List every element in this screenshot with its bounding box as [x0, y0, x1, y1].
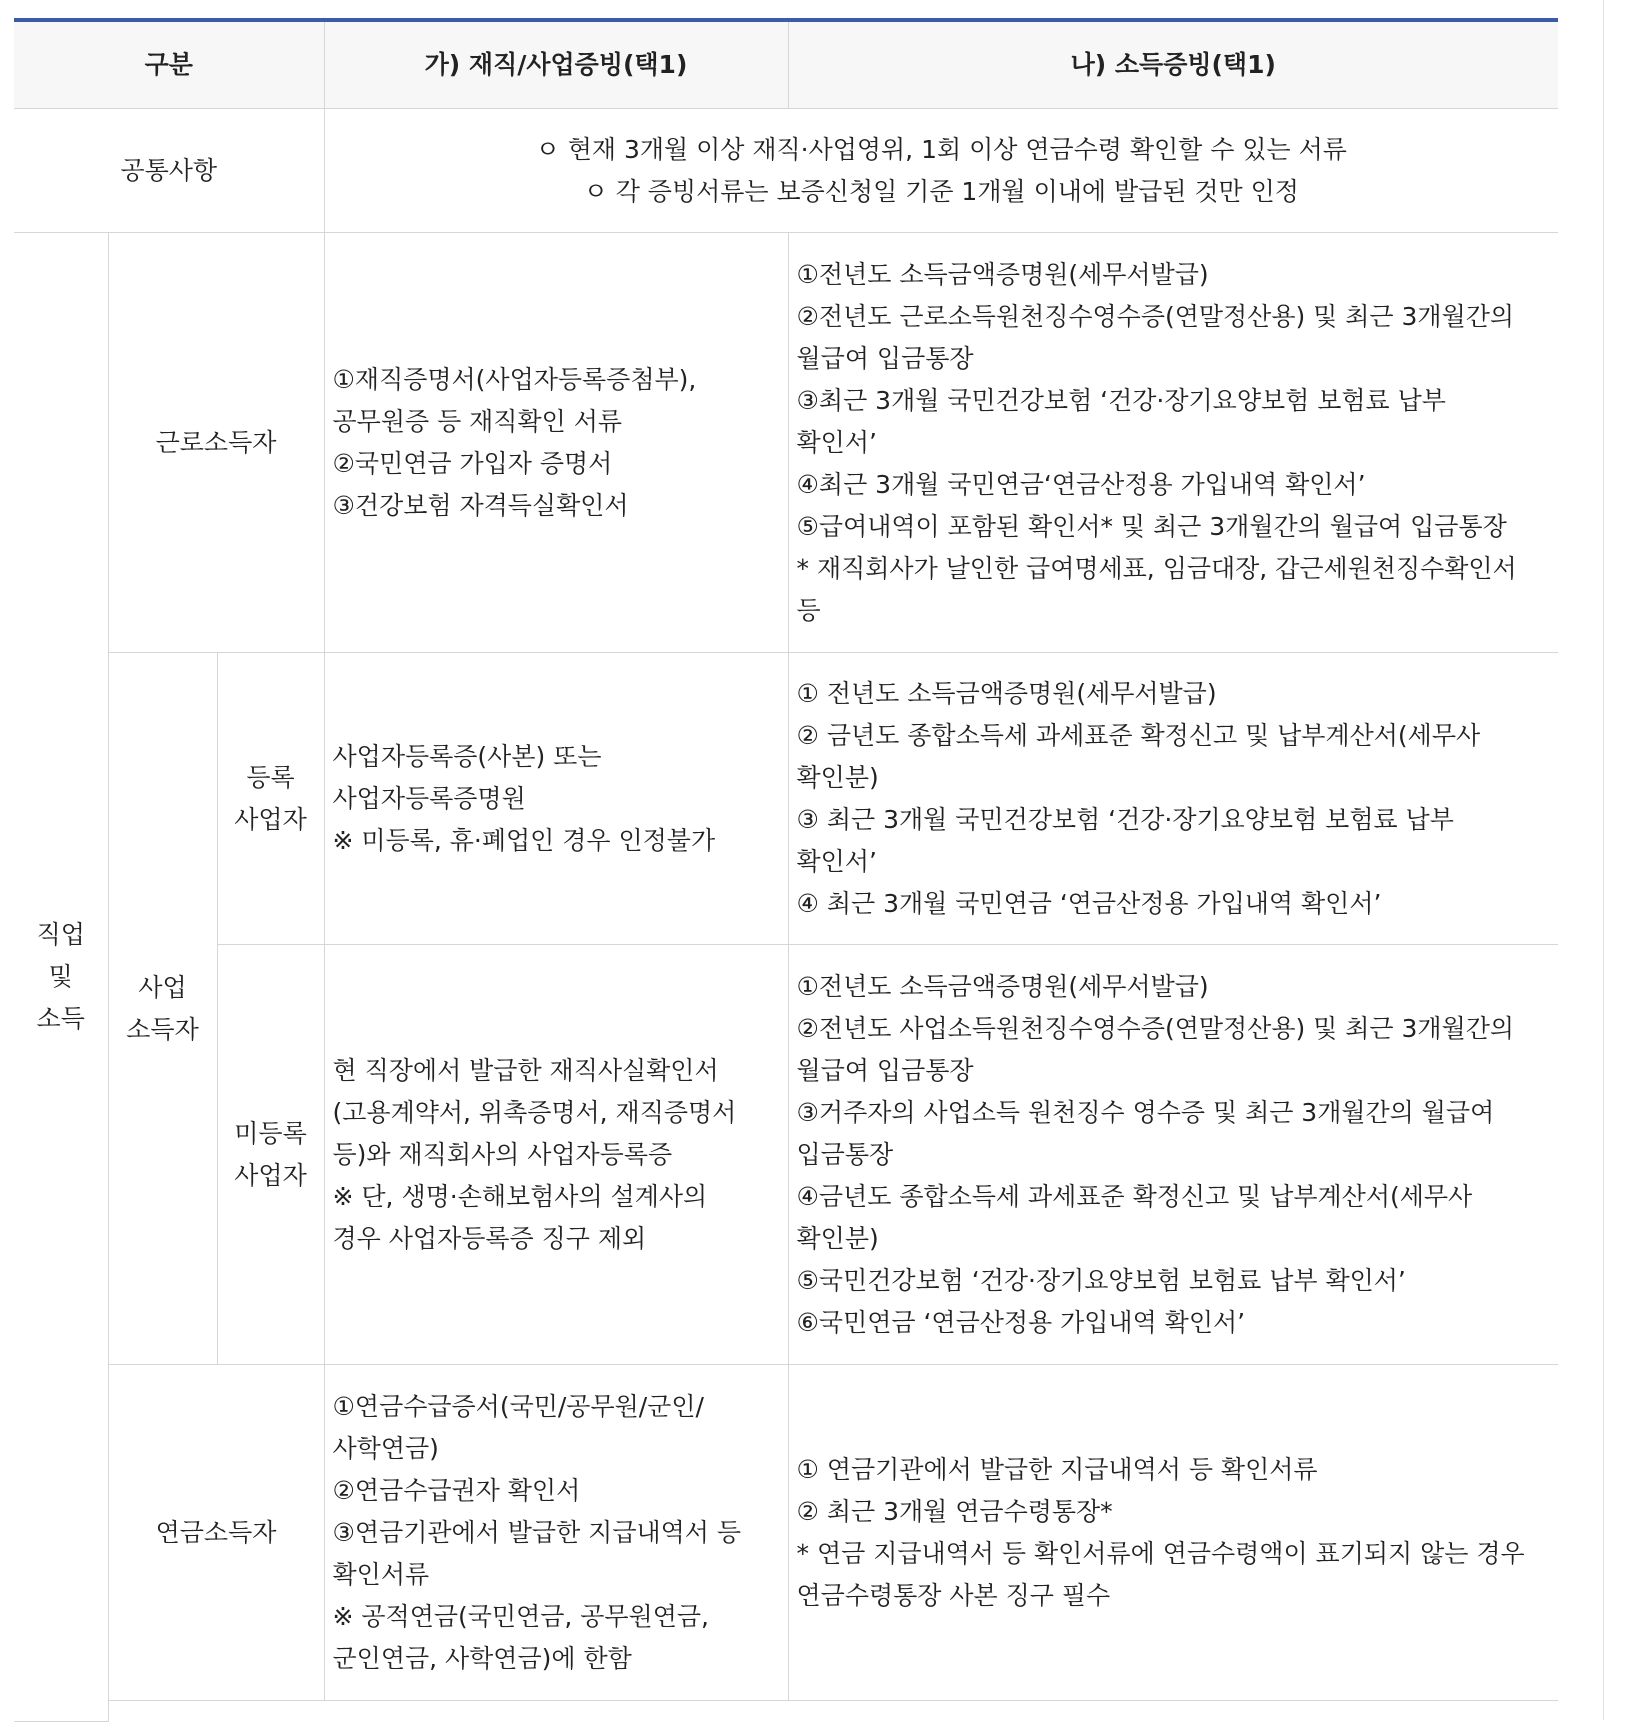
- doc-line: ② 금년도 종합소득세 과세표준 확정신고 및 납부계산서(세무사: [796, 720, 1481, 750]
- scrollbar-track[interactable]: [1603, 0, 1624, 1720]
- doc-line: 연금수령통장 사본 징구 필수: [796, 1580, 1111, 1610]
- registered-business-row: [14, 653, 1558, 945]
- header-income-proof: 나) 소득증빙(택1): [788, 20, 1558, 109]
- unregistered-income-docs: [788, 945, 1558, 1365]
- doc-line: 경우 사업자등록증 징구 제외: [332, 1223, 647, 1253]
- doc-line: ⑤국민건강보험 ‘건강·장기요양보험 보험료 납부 확인서’: [796, 1265, 1406, 1295]
- doc-line: * 연금 지급내역서 등 확인서류에 연금수령액이 표기되지 않는 경우: [796, 1538, 1525, 1568]
- doc-line: 현 직장에서 발급한 재직사실확인서: [332, 1055, 719, 1085]
- doc-line: 확인서류: [332, 1559, 430, 1589]
- doc-line: 사학연금): [332, 1433, 439, 1463]
- business-income-label: [108, 653, 217, 1365]
- doc-line: * 재직회사가 날인한 급여명세표, 임금대장, 갑근세원천징수확인서: [796, 553, 1517, 583]
- unregistered-business-label: [217, 945, 324, 1365]
- pension-income-label: 연금소득자: [108, 1365, 324, 1701]
- doc-line: 등: [796, 595, 821, 625]
- doc-line: ③최근 3개월 국민건강보험 ‘건강·장기요양보험 보험료 납부: [796, 385, 1446, 415]
- next-row-partial: [14, 1701, 1558, 1722]
- doc-line: 확인분): [796, 1223, 879, 1253]
- header-row: [14, 20, 1558, 109]
- common-label: 공통사항: [14, 109, 324, 233]
- doc-line: 확인분): [796, 762, 879, 792]
- doc-line: 월급여 입금통장: [796, 343, 974, 373]
- common-line: ㅇ 각 증빙서류는 보증신청일 기준 1개월 이내에 발급된 것만 인정: [583, 176, 1299, 206]
- unregistered-label-line: 미등록: [234, 1118, 307, 1148]
- doc-line: 확인서’: [796, 846, 877, 876]
- doc-line: ②전년도 근로소득원천징수영수증(연말정산용) 및 최근 3개월간의: [796, 301, 1515, 331]
- doc-line: ※ 단, 생명·손해보험사의 설계사의: [332, 1181, 708, 1211]
- doc-line: ①전년도 소득금액증명원(세무서발급): [796, 971, 1209, 1001]
- doc-line: 공무원증 등 재직확인 서류: [332, 406, 623, 436]
- business-label-line: 사업: [138, 972, 187, 1002]
- earned-income-row: [14, 233, 1558, 653]
- doc-line: ④최근 3개월 국민연금‘연금산정용 가입내역 확인서’: [796, 469, 1366, 499]
- doc-line: ① 전년도 소득금액증명원(세무서발급): [796, 678, 1217, 708]
- registered-label-line: 등록: [246, 762, 295, 792]
- common-row: [14, 109, 1558, 233]
- doc-line: ②연금수급권자 확인서: [332, 1475, 581, 1505]
- registered-business-label: [217, 653, 324, 945]
- doc-line: ②국민연금 가입자 증명서: [332, 448, 613, 478]
- doc-line: ①연금수급증서(국민/공무원/군인/: [332, 1391, 704, 1421]
- earned-income-docs: [788, 233, 1558, 653]
- doc-line: 확인서’: [796, 427, 877, 457]
- doc-line: (고용계약서, 위촉증명서, 재직증명서: [332, 1097, 737, 1127]
- doc-line: ② 최근 3개월 연금수령통장*: [796, 1496, 1113, 1526]
- doc-line: ①전년도 소득금액증명원(세무서발급): [796, 259, 1209, 289]
- doc-line: ②전년도 사업소득원천징수영수증(연말정산용) 및 최근 3개월간의: [796, 1013, 1515, 1043]
- doc-line: 사업자등록증명원: [332, 783, 526, 813]
- pension-income-row: [14, 1365, 1558, 1701]
- common-content: [324, 109, 1558, 233]
- doc-line: 입금통장: [796, 1139, 894, 1169]
- doc-line: ③거주자의 사업소득 원천징수 영수증 및 최근 3개월간의 월급여: [796, 1097, 1495, 1127]
- pension-employment-docs: [324, 1365, 788, 1701]
- registered-employment-docs: [324, 653, 788, 945]
- doc-line: ※ 미등록, 휴·폐업인 경우 인정불가: [332, 825, 716, 855]
- earned-employment-docs: [324, 233, 788, 653]
- doc-line: ①재직증명서(사업자등록증첨부),: [332, 364, 697, 394]
- doc-line: ※ 공적연금(국민연금, 공무원연금,: [332, 1601, 709, 1631]
- doc-line: ④ 최근 3개월 국민연금 ‘연금산정용 가입내역 확인서’: [796, 888, 1382, 918]
- group-label-line: 직업: [36, 919, 85, 949]
- pension-income-docs: [788, 1365, 1558, 1701]
- unregistered-employment-docs: [324, 945, 788, 1365]
- header-employment-proof: 가) 재직/사업증빙(택1): [324, 20, 788, 109]
- doc-line: ① 연금기관에서 발급한 지급내역서 등 확인서류: [796, 1454, 1318, 1484]
- common-line: ㅇ 현재 3개월 이상 재직·사업영위, 1회 이상 연금수령 확인할 수 있는 서류: [535, 134, 1347, 164]
- business-label-line: 소득자: [126, 1014, 199, 1044]
- group-label-occupation-income: [14, 233, 108, 1722]
- doc-line: ⑥국민연금 ‘연금산정용 가입내역 확인서’: [796, 1307, 1246, 1337]
- doc-line: ③ 최근 3개월 국민건강보험 ‘건강·장기요양보험 보험료 납부: [796, 804, 1454, 834]
- earned-income-label: 근로소득자: [108, 233, 324, 653]
- doc-line: 군인연금, 사학연금)에 한함: [332, 1643, 632, 1673]
- document-requirements-table: [14, 18, 1558, 1722]
- unregistered-label-line: 사업자: [234, 1160, 307, 1190]
- doc-line: 사업자등록증(사본) 또는: [332, 741, 602, 771]
- group-label-line: 및: [48, 961, 73, 991]
- doc-line: 등)와 재직회사의 사업자등록증: [332, 1139, 673, 1169]
- unregistered-business-row: [14, 945, 1558, 1365]
- registered-label-line: 사업자: [234, 804, 307, 834]
- doc-line: ③연금기관에서 발급한 지급내역서 등: [332, 1517, 742, 1547]
- header-category: 구분: [14, 20, 324, 109]
- doc-line: ③건강보험 자격득실확인서: [332, 490, 629, 520]
- doc-line: 월급여 입금통장: [796, 1055, 974, 1085]
- group-label-line: 소득: [36, 1003, 85, 1033]
- doc-line: ⑤급여내역이 포함된 확인서* 및 최근 3개월간의 월급여 입금통장: [796, 511, 1507, 541]
- doc-line: ④금년도 종합소득세 과세표준 확정신고 및 납부계산서(세무사: [796, 1181, 1473, 1211]
- next-row-cell: [108, 1701, 1558, 1722]
- registered-income-docs: [788, 653, 1558, 945]
